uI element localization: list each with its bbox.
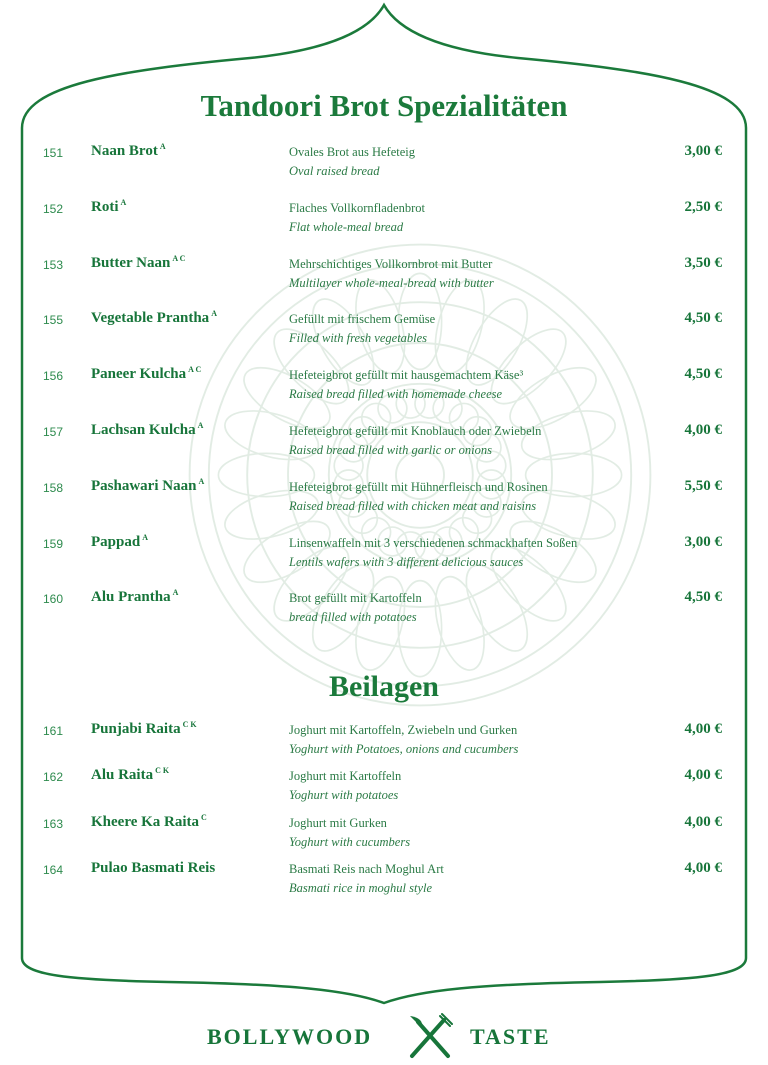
menu-item <box>0 199 768 243</box>
item-name: Paneer Kulcha $^{A C}$ <box>91 365 202 383</box>
item-allergens: A C <box>188 365 202 375</box>
item-name: Butter Naan $^{A C}$ <box>91 253 186 271</box>
item-number: 155 <box>43 313 64 328</box>
item-description-de: Joghurt mit Kartoffeln, Zwiebeln und Gurken <box>289 723 518 737</box>
item-description <box>289 769 401 803</box>
item-price: 3,00 € <box>684 143 722 159</box>
menu-item <box>0 767 768 811</box>
item-description-en: Raised bread filled with chicken meat and raisins <box>289 498 537 513</box>
item-allergens: C K <box>182 720 197 729</box>
item-description-en: Yoghurt with Potatoes, onions and cucumbers <box>289 742 519 756</box>
item-description-en: Yoghurt with cucumbers <box>289 834 411 849</box>
item-description-de: Hefeteigbrot gefüllt mit hausgemachtem Käse³ <box>289 368 524 383</box>
item-description-de: Joghurt mit Kartoffeln <box>289 769 402 784</box>
item-description-en: Filled with fresh vegetables <box>289 331 428 346</box>
item-number: 163 <box>43 816 64 831</box>
item-description-de: Mehrschichtiges Vollkornbrot mit Butter <box>289 256 493 271</box>
menu-item <box>0 534 768 578</box>
item-description-de: Flaches Vollkornfladenbrot <box>289 200 425 215</box>
item-description <box>289 723 518 757</box>
item-allergens: A <box>172 588 179 598</box>
item-number: 158 <box>43 480 64 495</box>
item-description-en: Raised bread filled with garlic or onions <box>289 443 493 457</box>
item-description-en: Yoghurt with potatoes <box>289 788 399 803</box>
menu-item <box>0 589 768 633</box>
item-number: 161 <box>43 724 64 738</box>
item-description-en: Basmati rice in moghul style <box>289 880 433 895</box>
item-description <box>289 591 422 625</box>
item-price: 5,50 € <box>684 477 722 494</box>
item-name: Naan Brot $^A$ <box>91 142 166 159</box>
item-description-de: Ovales Brot aus Hefeteig <box>289 145 416 159</box>
item-description-en: Lentils wafers with 3 different delicious sauces <box>289 554 524 569</box>
menu-item <box>0 143 768 187</box>
item-description <box>289 862 444 896</box>
menu-item <box>0 255 768 299</box>
item-description <box>289 424 541 458</box>
item-description <box>289 257 494 291</box>
item-name: Kheere Ka Raita $^C$ <box>91 812 207 830</box>
item-allergens: C <box>201 812 207 822</box>
item-allergens: A <box>120 197 127 207</box>
item-description-en: Flat whole-meal bread <box>289 219 404 234</box>
item-name: Pulao Basmati Reis <box>91 859 216 876</box>
fork-knife-icon <box>404 1012 456 1060</box>
item-price: 3,50 € <box>684 254 722 271</box>
item-price: 4,00 € <box>684 859 722 876</box>
item-description <box>289 816 410 850</box>
item-price: 4,00 € <box>684 813 722 830</box>
item-allergens: A <box>142 532 148 542</box>
item-name: Lachsan Kulcha $^A$ <box>91 421 204 438</box>
menu-item <box>0 478 768 522</box>
item-allergens: A <box>197 421 204 430</box>
item-allergens: A <box>198 476 205 486</box>
item-name: Punjabi Raita $^{C K}$ <box>91 720 197 737</box>
menu-item <box>0 366 768 410</box>
menu-item <box>0 814 768 858</box>
item-allergens: A <box>211 309 217 319</box>
item-description <box>289 536 577 570</box>
item-description-de: Hefeteigbrot gefüllt mit Hühnerfleisch und Rosinen <box>289 479 548 494</box>
item-price: 2,50 € <box>684 198 722 215</box>
item-description <box>289 368 523 402</box>
item-description-de: Gefüllt mit frischem Gemüse <box>289 312 436 327</box>
item-allergens: A C <box>172 253 186 263</box>
footer-brand <box>0 1010 768 1060</box>
item-name: Alu Raita $^{C K}$ <box>91 766 170 784</box>
item-number: 152 <box>43 201 64 216</box>
item-name: Roti $^A$ <box>91 197 127 215</box>
item-price: 4,00 € <box>684 767 722 784</box>
item-description-de: Basmati Reis nach Moghul Art <box>289 861 444 876</box>
item-price: 4,50 € <box>684 310 722 327</box>
item-price: 4,00 € <box>684 422 722 438</box>
item-name: Alu Prantha $^A$ <box>91 588 179 606</box>
menu-item <box>0 721 768 765</box>
item-number: 162 <box>43 770 64 785</box>
item-number: 157 <box>43 425 64 439</box>
lace-ornament <box>180 235 660 715</box>
item-description-en: Raised bread filled with homemade cheese <box>289 387 503 402</box>
item-description-de: Linsenwaffeln mit 3 verschiedenen schmackhaften Soßen <box>289 535 578 550</box>
item-description <box>289 312 435 346</box>
item-description-de: Brot gefüllt mit Kartoffeln <box>289 591 422 606</box>
item-description-de: Joghurt mit Gurken <box>289 815 387 830</box>
item-description-de: Hefeteigbrot gefüllt mit Knoblauch oder Zwiebeln <box>289 424 542 438</box>
item-allergens: C K <box>155 766 170 776</box>
item-name: Pashawari Naan $^A$ <box>91 476 205 494</box>
item-number: 159 <box>43 536 64 551</box>
item-price: 4,50 € <box>684 366 722 383</box>
brand-name-left: BOLLYWOOD <box>207 1024 373 1049</box>
menu-item <box>0 422 768 466</box>
item-price: 4,50 € <box>684 589 722 606</box>
item-price: 3,00 € <box>684 533 722 550</box>
item-allergens: A <box>159 142 166 151</box>
item-name: Vegetable Prantha $^A$ <box>91 309 217 327</box>
item-description-en: Multilayer whole-meal-bread with butter <box>289 275 494 290</box>
item-description-en: Oval raised bread <box>289 164 380 178</box>
item-number: 153 <box>43 257 64 272</box>
item-number: 160 <box>43 592 64 607</box>
item-name: Pappad $^A$ <box>91 532 148 550</box>
item-description-en: bread filled with potatoes <box>289 610 417 625</box>
item-description <box>289 201 425 235</box>
item-price: 4,00 € <box>684 721 722 737</box>
item-number: 156 <box>43 369 64 384</box>
item-description <box>289 480 548 514</box>
brand-name-right: TASTE <box>470 1024 551 1049</box>
section-title-tandoori: Tandoori Brot Spezialitäten <box>200 88 568 123</box>
section-title-beilagen: Beilagen <box>329 670 439 703</box>
menu-item <box>0 860 768 904</box>
item-description <box>289 145 415 179</box>
item-number: 164 <box>43 862 64 877</box>
item-number: 151 <box>43 146 64 160</box>
menu-item <box>0 310 768 354</box>
